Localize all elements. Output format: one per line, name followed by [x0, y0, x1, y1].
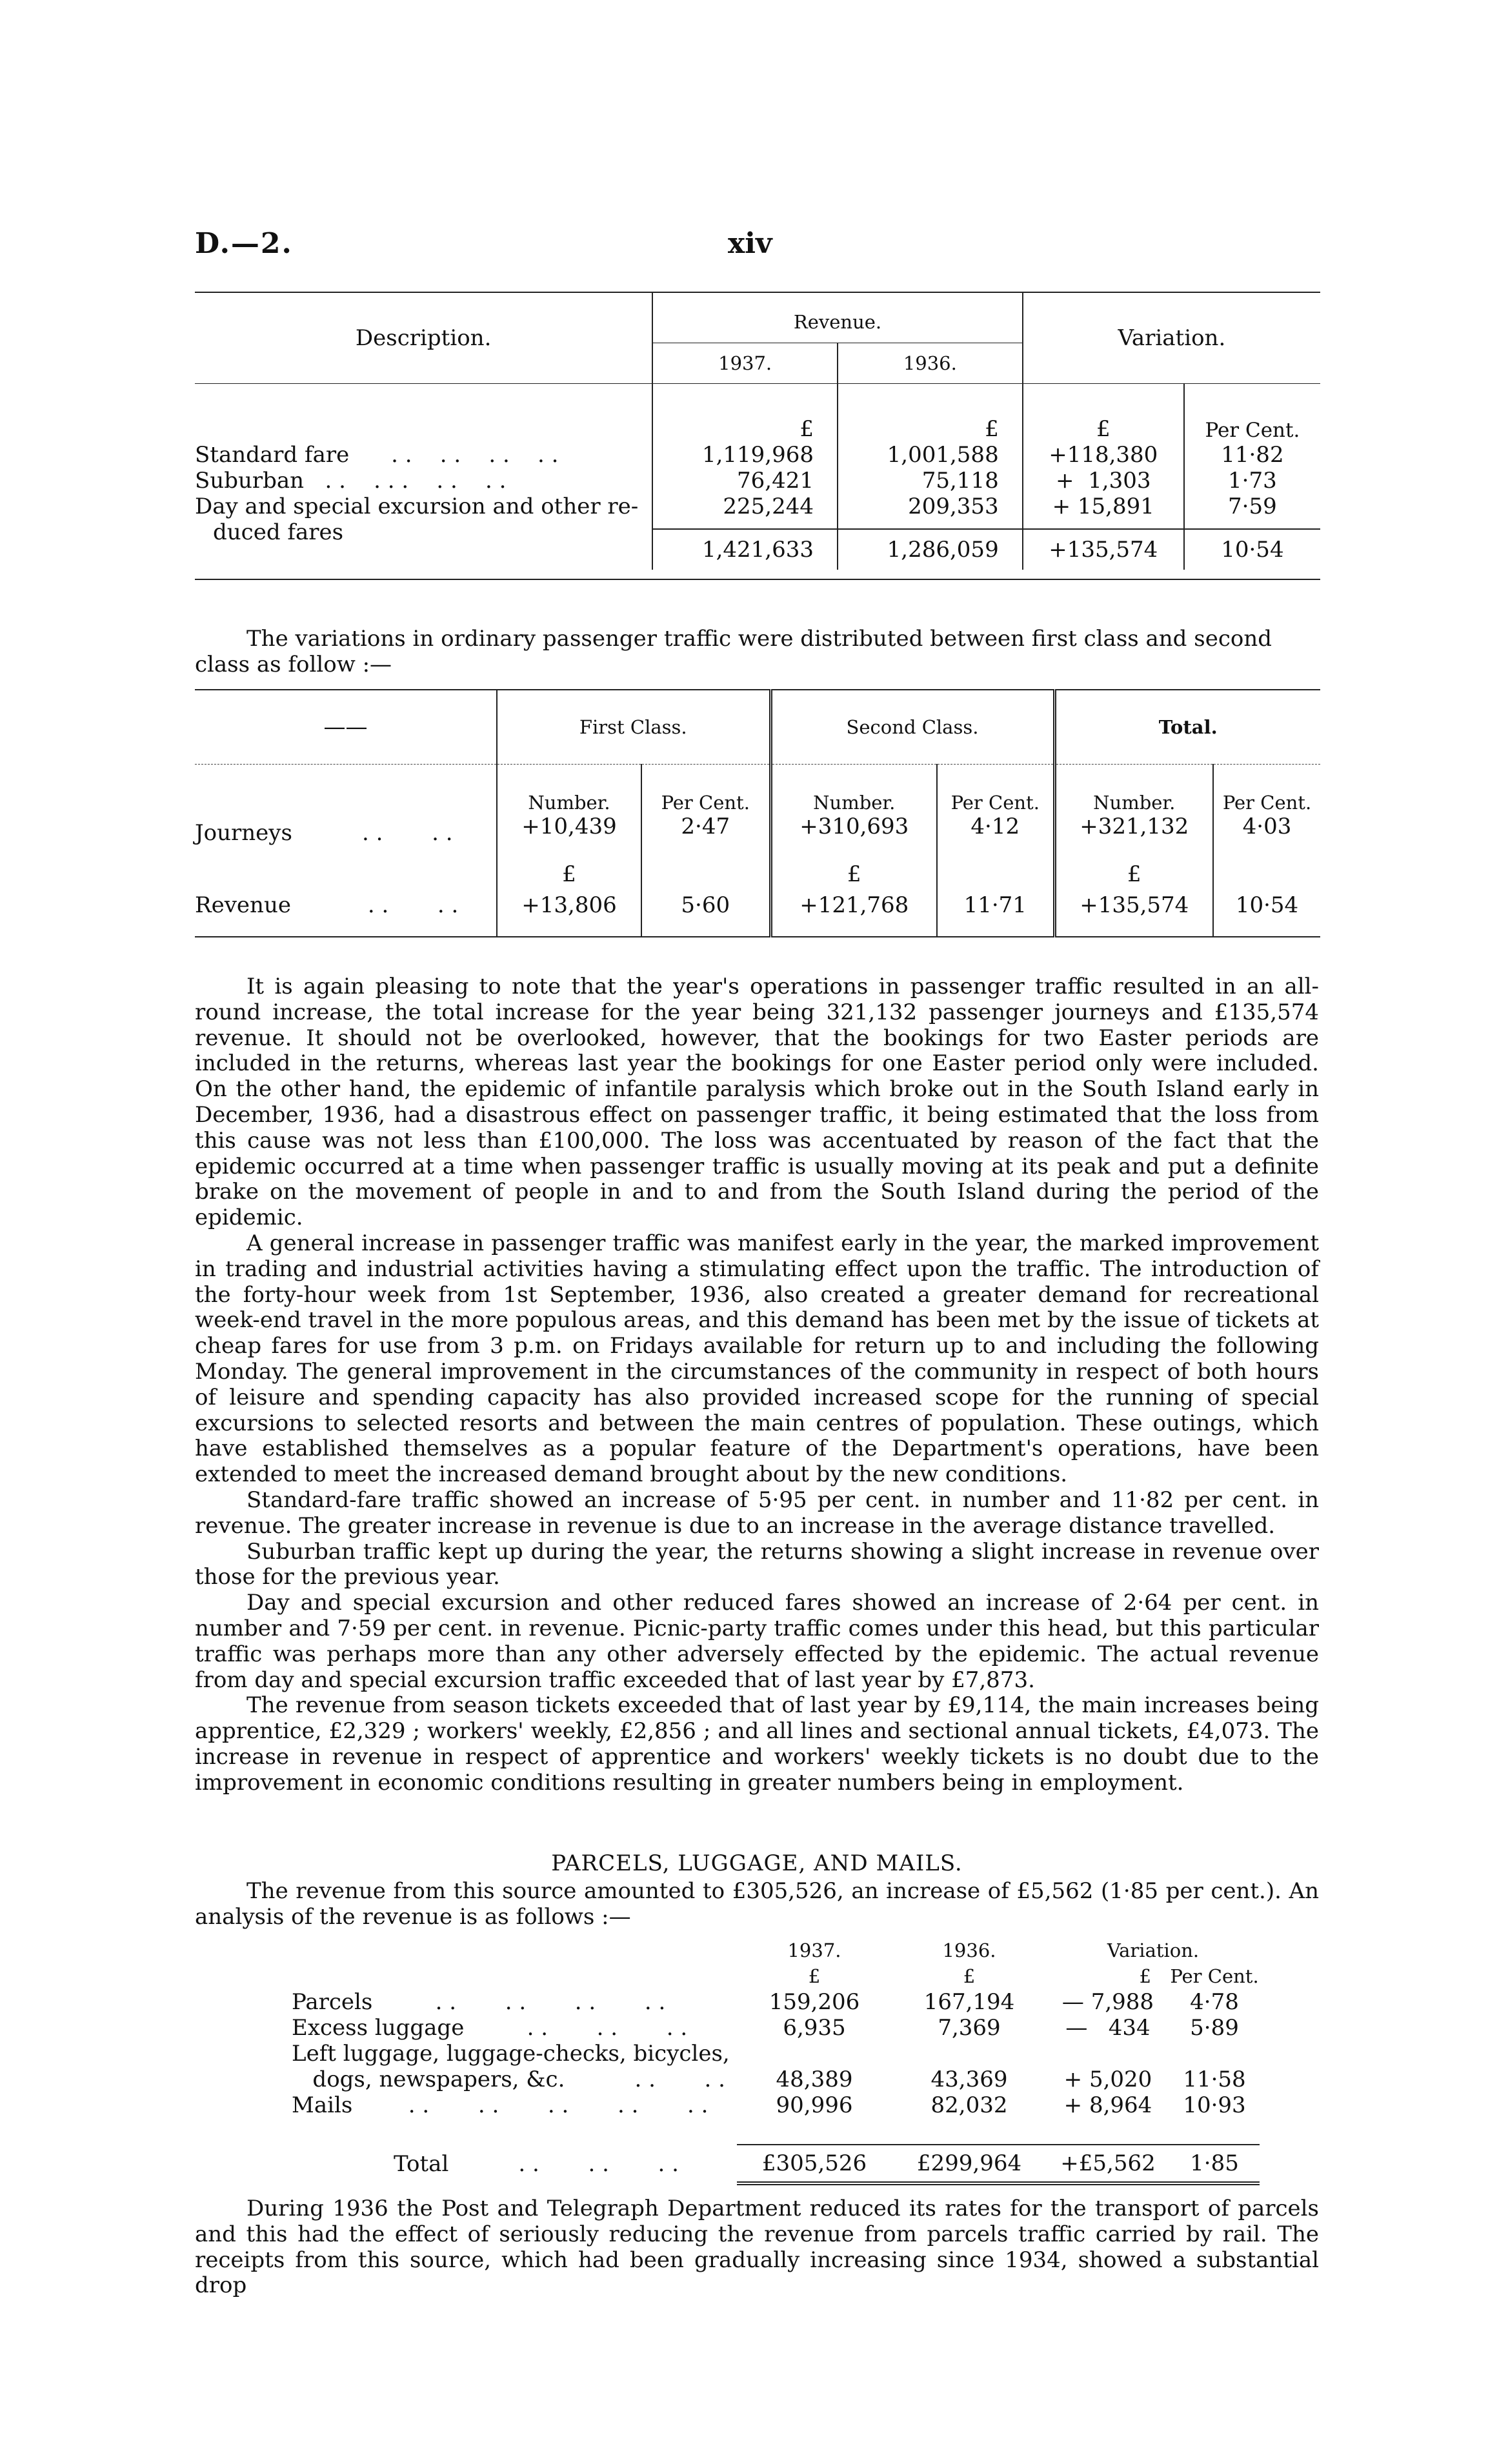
parcels-table: [292, 1938, 1260, 2185]
cell-percent: 10·93: [1183, 2092, 1246, 2118]
col-1937-header: 1937.: [652, 343, 838, 383]
table-row: [195, 814, 1320, 854]
sub-number-header: Number.: [1054, 765, 1213, 814]
cell-percent: 5·89: [1190, 2015, 1239, 2041]
unit-pound: £: [1054, 854, 1213, 887]
cell-1936: 209,353: [838, 494, 1023, 519]
sub-number-header: Number.: [497, 765, 641, 814]
cell-1937: 1,119,968: [652, 442, 838, 468]
first-class-number: +10,439: [497, 814, 641, 854]
sub-percent-header: Per Cent.: [641, 765, 770, 814]
row-label: dogs, newspapers, &c.: [292, 2067, 565, 2092]
cell-percent: 11·58: [1183, 2067, 1246, 2092]
unit-percent: Per Cent.: [1184, 384, 1320, 443]
cell-variation: — 7,988: [1061, 1989, 1154, 2015]
cell-variation: + 8,964: [1063, 2092, 1152, 2118]
row-label: Suburban: [195, 468, 305, 494]
col-description-header: Description.: [355, 325, 492, 351]
first-class-percent: 5·60: [641, 887, 770, 937]
paragraph: It is again pleasing to note that the year's operations in passenger traffic resulted in an all-round increase, the total increase for the year being 321,132 passenger journeys and £135,574 revenue. It should not be overlooked, however, that the bookings for two Easter periods are included in the returns, whereas last year the bookings for one Easter period only were included. On the other hand, the epidemic of infantile paralysis which broke out in the South Island early in December, 1936, had a disastrous effect on passenger traffic, it being estimated that the loss from this cause was not less than £100,000. The loss was accentuated by reason of the fact that the epidemic occurred at a time when passenger traffic is usually moving at its peak and put a definite brake on the movement of people in and to and from the South Island during the period of the epidemic.: [195, 974, 1319, 1231]
total-percent: 1·85: [1169, 2145, 1260, 2183]
total-number: +321,132: [1054, 814, 1213, 854]
total-1936: £299,964: [892, 2145, 1047, 2183]
row-label: Revenue: [195, 892, 291, 918]
row-label: Standard fare: [195, 442, 350, 468]
row-label: Left luggage, luggage-checks, bicycles,: [292, 2041, 730, 2067]
second-class-number: +310,693: [770, 814, 937, 854]
paragraph: Day and special excursion and other reduced fares showed an increase of 2·64 per cent. in number and 7·59 per cent. in revenue. Picnic-party traffic comes under this head, but this particular traffic was perhaps more than any other adversely effected by the epidemic. The actual revenue from day and special excursion traffic exceeded that of last year by £7,873.: [195, 1590, 1319, 1693]
second-class-number: +121,768: [770, 887, 937, 937]
leader-dots: . . . . . .: [527, 2015, 688, 2041]
unit-pound: £: [808, 1965, 821, 1987]
col-1936-header: 1936.: [838, 343, 1023, 383]
cell-variation: — 434: [1065, 2015, 1151, 2041]
leader-dots: . . . . . .: [518, 2151, 679, 2177]
cell-1936: 7,369: [938, 2015, 1001, 2041]
total-percent: 10·54: [1184, 529, 1320, 570]
paragraph: The revenue from this source amounted to £305,526, an increase of £5,562 (1·85 per cent.). An analysis of the revenue is as follows :—: [195, 1878, 1319, 1930]
cell-1937: 48,389: [776, 2067, 853, 2092]
parcels-intro: [195, 1879, 1319, 1930]
paragraph: Suburban traffic kept up during the year, the returns showing a slight increase in revenue over those for the previous year.: [195, 1538, 1319, 1590]
cell-variation: +118,380: [1023, 442, 1184, 468]
total-number: +135,574: [1054, 887, 1213, 937]
cell-1937: 159,206: [769, 1989, 860, 2015]
leader-dots: . . . . . . . . .: [325, 468, 507, 494]
total-1937: 1,421,633: [652, 529, 838, 570]
col-total-header: Total.: [1054, 690, 1320, 765]
total-percent: 10·54: [1213, 887, 1320, 937]
cell-1937: 6,935: [783, 2015, 846, 2041]
unit-pound: £: [1023, 384, 1184, 443]
cell-1936: 167,194: [923, 1989, 1015, 2015]
col-first-class-header: First Class.: [497, 690, 770, 765]
section-heading: PARCELS, LUGGAGE, AND MAILS.: [551, 1850, 963, 1876]
row-label: duced fares: [213, 519, 344, 545]
sub-percent-header: Per Cent.: [937, 765, 1054, 814]
totals-row: [292, 2145, 1260, 2183]
row-label: Parcels: [292, 1989, 373, 2015]
cell-1936: 43,369: [930, 2067, 1008, 2092]
sub-number-header: Number.: [770, 765, 937, 814]
variations-intro: The variations in ordinary passenger traffic were distributed between first class and second class as follow :—: [195, 626, 1272, 677]
cell-percent: 11·82: [1184, 442, 1320, 468]
first-class-percent: 2·47: [641, 814, 770, 854]
unit-percent: Per Cent.: [1170, 1965, 1259, 1987]
cell-variation: + 15,891: [1023, 494, 1184, 519]
leader-dots: . . . .: [367, 892, 459, 918]
unit-pound: £: [838, 384, 1023, 443]
class-variation-table: [195, 689, 1320, 937]
leader-dots: . . . . . . . .: [435, 1989, 666, 2015]
table-row: [292, 2041, 1260, 2067]
table-row: [292, 2092, 1260, 2118]
leader-dots: . . . .: [634, 2067, 725, 2092]
cell-percent: 7·59: [1184, 494, 1320, 519]
closing-text: [195, 2196, 1319, 2299]
paragraph: The revenue from season tickets exceeded that of last year by £9,114, the main increases being apprentice, £2,329 ; workers' weekly, £2,856 ; and all lines and sectional annual tickets, £4,073. The increase in revenue in respect of apprentice and workers' weekly tickets is no doubt due to the improvement in economic conditions resulting in greater numbers being in employment.: [195, 1692, 1319, 1796]
leader-dots: . . . . . . . . . .: [408, 2092, 709, 2118]
cell-variation: + 5,020: [1063, 2067, 1152, 2092]
total-1936: 1,286,059: [838, 529, 1023, 570]
first-class-number: +13,806: [497, 887, 641, 937]
leader-dots: . . . .: [362, 820, 453, 846]
cell-1937: 76,421: [652, 468, 838, 494]
table-row: [195, 494, 1320, 519]
page-numeral: xiv: [728, 227, 772, 260]
total-label: Total: [394, 2151, 449, 2177]
cell-variation: + 1,303: [1023, 468, 1184, 494]
body-text: [195, 974, 1319, 1796]
table-row: [292, 2015, 1260, 2041]
col-second-class-header: Second Class.: [770, 690, 1054, 765]
paragraph: A general increase in passenger traffic was manifest early in the year, the marked improvement in trading and industrial activities having a stimulating effect upon the traffic. The introduction of the forty-hour week from 1st September, 1936, also created a greater demand for recreational week-end travel in the more populous areas, and this demand has been met by the issue of tickets at cheap fares for use from 3 p.m. on Fridays available for return up to and including the following Monday. The general improvement in the circumstances of the community in respect of both hours of leisure and spending capacity has also provided increased scope for the running of special excursions to selected resorts and between the main centres of population. These outings, which have established themselves as a popular feature of the Department's operations, have been extended to meet the increased demand brought about by the new conditions.: [195, 1230, 1319, 1488]
total-1937: £305,526: [737, 2145, 892, 2183]
table-row: [195, 468, 1320, 494]
total-variation: +135,574: [1023, 529, 1184, 570]
document-code: D.—2.: [195, 227, 293, 260]
cell-1937: 90,996: [776, 2092, 853, 2118]
cell-1936: 82,032: [930, 2092, 1008, 2118]
table-row: [195, 519, 1320, 529]
col-1937-header: 1937.: [787, 1939, 841, 1961]
table-row: [292, 2067, 1260, 2092]
col-blank-header: ——: [323, 714, 368, 740]
table-row: [292, 1989, 1260, 2015]
unit-pound: £: [770, 854, 937, 887]
row-label: Mails: [292, 2092, 353, 2118]
unit-pound: £: [963, 1965, 976, 1987]
col-revenue-header: Revenue.: [652, 292, 1022, 343]
row-label: Journeys: [195, 820, 292, 846]
sub-percent-header: Per Cent.: [1213, 765, 1320, 814]
paragraph: During 1936 the Post and Telegraph Department reduced its rates for the transport of parcels and this had the effect of seriously reducing the revenue from parcels traffic carried by rail. The receipts from this source, which had been gradually increasing since 1934, showed a substantial drop: [195, 2196, 1319, 2299]
paragraph: Standard-fare traffic showed an increase of 5·95 per cent. in number and 11·82 per cent. in revenue. The greater increase in revenue is due to an increase in the average distance travelled.: [195, 1487, 1319, 1539]
second-class-percent: 4·12: [937, 814, 1054, 854]
cell-1936: 75,118: [838, 468, 1023, 494]
total-percent: 4·03: [1213, 814, 1320, 854]
row-label: Day and special excursion and other re-: [195, 494, 639, 519]
col-variation-header: Variation.: [1023, 292, 1320, 384]
unit-pound: £: [1139, 1965, 1151, 1987]
unit-pound: £: [652, 384, 838, 443]
table-row: [195, 442, 1320, 468]
unit-pound: £: [497, 854, 641, 887]
cell-percent: 1·73: [1184, 468, 1320, 494]
table-row: [195, 887, 1320, 937]
cell-1936: 1,001,588: [838, 442, 1023, 468]
revenue-table: [195, 292, 1320, 580]
leader-dots: . . . . . . . .: [391, 442, 559, 468]
col-variation-header: Variation.: [1107, 1939, 1200, 1961]
cell-percent: 4·78: [1190, 1989, 1239, 2015]
row-label: Excess luggage: [292, 2015, 465, 2041]
col-1936-header: 1936.: [942, 1939, 996, 1961]
cell-1937: 225,244: [652, 494, 838, 519]
second-class-percent: 11·71: [937, 887, 1054, 937]
total-variation: +£5,562: [1047, 2145, 1169, 2183]
